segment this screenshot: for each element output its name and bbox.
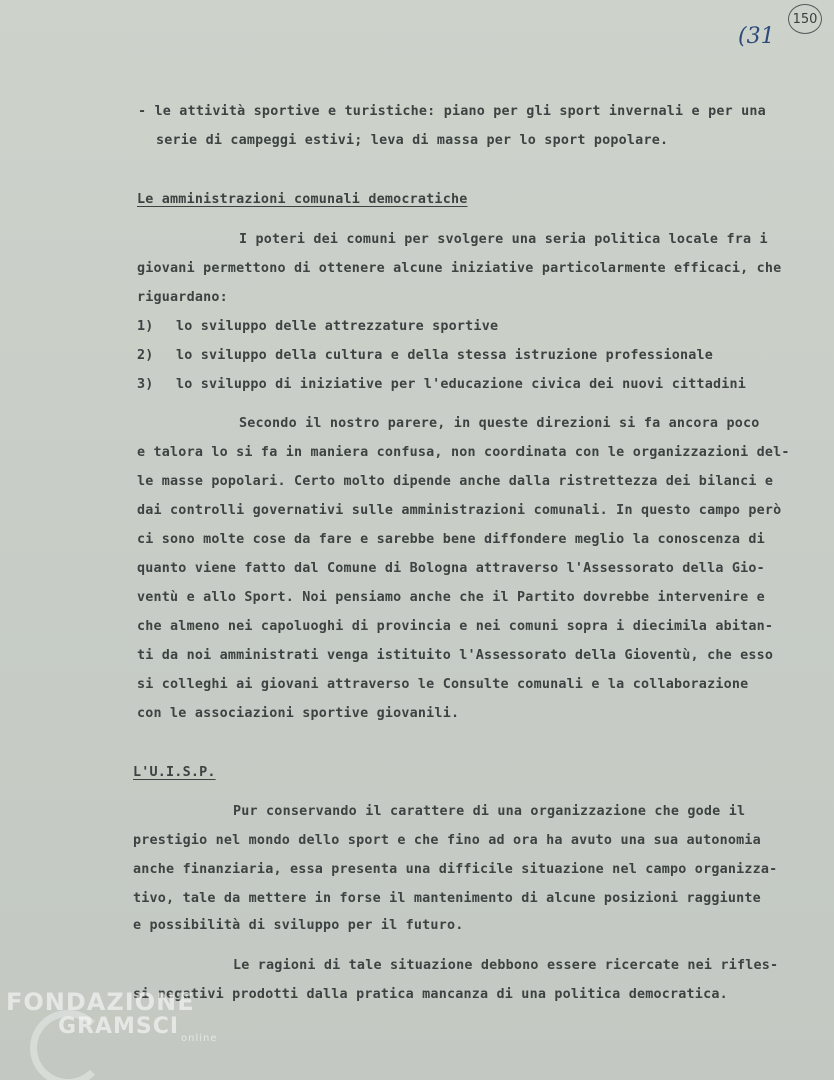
watermark-line-2: GRAMSCI xyxy=(58,1014,180,1039)
paragraph-line: anche finanziaria, essa presenta una difficile situazione nel campo organizza- xyxy=(133,862,778,877)
paragraph-line: Pur conservando il carattere di una organizzazione che gode il xyxy=(233,804,746,819)
paragraph-line: ventù e allo Sport. Noi pensiamo anche che il Partito dovrebbe intervenire e xyxy=(137,590,765,605)
list-item-number: 2) xyxy=(137,348,154,363)
paragraph-line: tivo, tale da mettere in forse il mantenimento di alcune posizioni raggiunte xyxy=(133,891,761,906)
handwritten-page-note: (31 xyxy=(738,24,775,49)
paragraph-line: ci sono molte cose da fare e sarebbe bene diffondere meglio la conoscenza di xyxy=(137,532,765,547)
paragraph-line: dai controlli governativi sulle amministrazioni comunali. In questo campo però xyxy=(137,503,782,518)
list-item-text: lo sviluppo di iniziative per l'educazione civica dei nuovi cittadini xyxy=(176,377,747,392)
paragraph-line: che almeno nei capoluoghi di provincia e nei comuni sopra i diecimila abitan- xyxy=(137,619,774,634)
paragraph-line: si colleghi ai giovani attraverso le Consulte comunali e la collaborazione xyxy=(137,677,749,692)
paragraph-line: si negativi prodotti dalla pratica mancanza di una politica democratica. xyxy=(133,987,728,1002)
watermark-line-1: FONDAZIONE xyxy=(6,988,195,1016)
watermark-line-3: online xyxy=(181,1033,218,1044)
paragraph-line: I poteri dei comuni per svolgere una seria politica locale fra i xyxy=(239,232,768,247)
section-heading-comuni: Le amministrazioni comunali democratiche xyxy=(137,192,468,207)
list-item-number: 3) xyxy=(137,377,154,392)
paragraph-line: le masse popolari. Certo molto dipende anche dalla ristrettezza dei bilanci e xyxy=(137,474,774,489)
paragraph-line: giovani permettono di ottenere alcune iniziative particolarmente efficaci, che xyxy=(137,261,782,276)
intro-line-2: serie di campeggi estivi; leva di massa per lo sport popolare. xyxy=(156,133,669,148)
paragraph-line: riguardano: xyxy=(137,290,228,305)
paragraph-line: e talora lo si fa in maniera confusa, non coordinata con le organizzazioni del- xyxy=(137,445,790,460)
paragraph-line: con le associazioni sportive giovanili. xyxy=(137,706,460,721)
paragraph-line: quanto viene fatto dal Comune di Bologna attraverso l'Assessorato della Gio- xyxy=(137,561,765,576)
section-heading-uisp: L'U.I.S.P. xyxy=(133,765,216,780)
paragraph-line: Secondo il nostro parere, in queste direzioni si fa ancora poco xyxy=(239,416,760,431)
paragraph-line: ti da noi amministrati venga istituito l'Assessorato della Gioventù, che esso xyxy=(137,648,774,663)
list-item-text: lo sviluppo della cultura e della stessa istruzione professionale xyxy=(176,348,714,363)
list-item-text: lo sviluppo delle attrezzature sportive xyxy=(176,319,499,334)
paragraph-line: Le ragioni di tale situazione debbono essere ricercate nei rifles- xyxy=(233,958,779,973)
list-item-number: 1) xyxy=(137,319,154,334)
paragraph-line: e possibilità di sviluppo per il futuro. xyxy=(133,918,464,933)
paragraph-line: prestigio nel mondo dello sport e che fino ad ora ha avuto una sua autonomia xyxy=(133,833,761,848)
watermark-logo xyxy=(6,988,218,1044)
intro-line-1: - le attività sportive e turistiche: piano per gli sport invernali e per una xyxy=(138,104,766,119)
folio-stamp: 150 xyxy=(788,4,822,34)
